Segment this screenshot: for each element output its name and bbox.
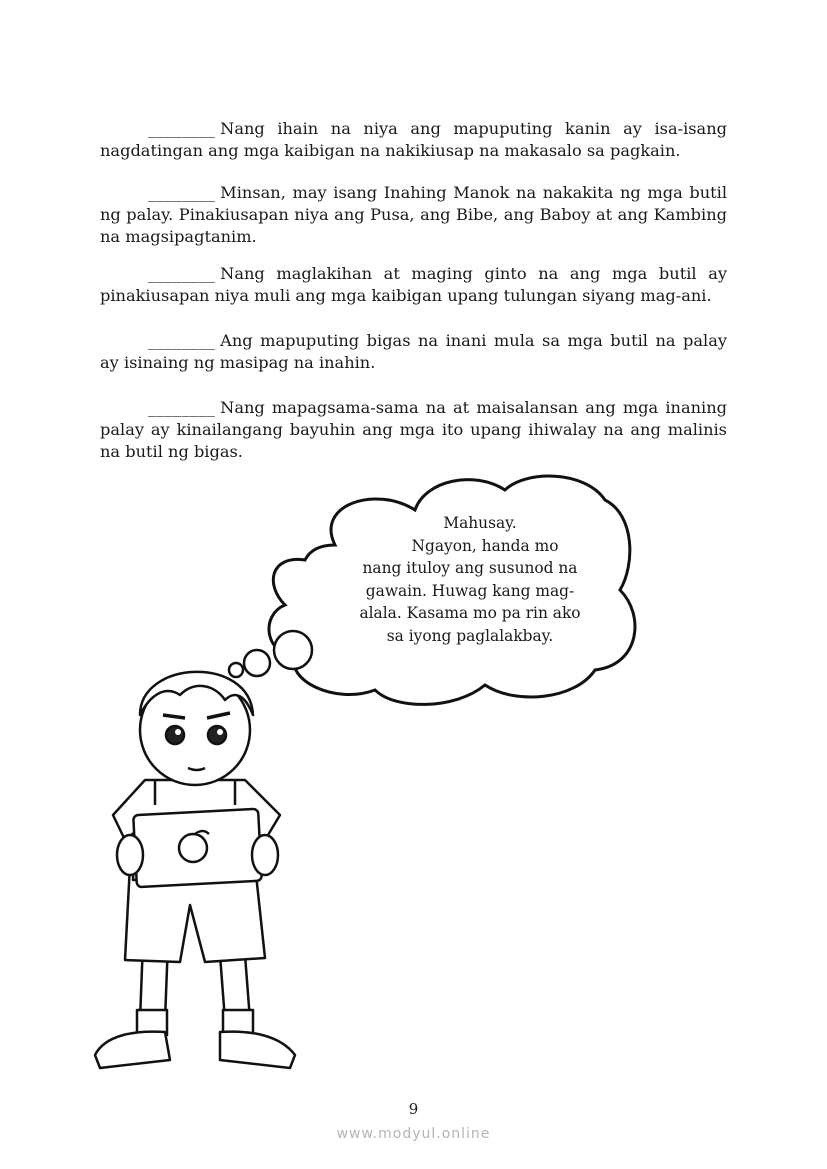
- activity-item-5: [100, 397, 727, 463]
- watermark: www.modyul.online: [336, 1126, 491, 1142]
- item-text: Nang ihain na niya ang mapuputing kanin ay isa-isang nagdatingan ang mga kaibigan na nakikiusap na makasalo sa pagkain.: [100, 119, 727, 160]
- item-text: Ang mapuputing bigas na inani mula sa mga butil na palay ay isinaing ng masipag na inahin.: [100, 331, 727, 372]
- bubble-line: Mahusay.: [443, 514, 517, 532]
- answer-blank[interactable]: ________: [148, 183, 216, 202]
- answer-blank[interactable]: ________: [148, 398, 216, 417]
- answer-blank[interactable]: ________: [148, 331, 216, 350]
- bubble-line: sa iyong paglalakbay.: [386, 626, 554, 645]
- item-text: Nang maglakihan at maging ginto na ang mga butil ay pinakiusapan niya muli ang mga kaibigan upang tulungan siyang mag-ani.: [100, 264, 727, 305]
- thought-bubble-text: [355, 512, 585, 647]
- activity-item-2: [100, 182, 727, 248]
- activity-item-3: [100, 263, 727, 307]
- boy-illustration: [85, 640, 315, 1080]
- item-text: Nang mapagsama-sama na at maisalansan ang mga inaning palay ay kinailangang bayuhin ang mga ito upang ihiwalay na ang malinis na butil ng bigas.: [100, 398, 727, 461]
- bubble-line: nang ituloy ang susunod na: [362, 559, 578, 577]
- activity-item-1: [100, 118, 727, 162]
- answer-blank[interactable]: ________: [148, 264, 216, 283]
- bubble-line: alala. Kasama mo pa rin ako: [359, 604, 581, 622]
- item-text: Minsan, may isang Inahing Manok na nakakita ng mga butil ng palay. Pinakiusapan niya ang Pusa, ang Bibe, ang Baboy at ang Kambing na magsipagtanim.: [100, 183, 727, 246]
- page-number: 9: [408, 1100, 419, 1118]
- bubble-line: gawain. Huwag kang mag-: [365, 581, 575, 600]
- bubble-line: Ngayon, handa mo: [411, 536, 559, 555]
- answer-blank[interactable]: ________: [148, 119, 216, 138]
- activity-item-4: [100, 330, 727, 374]
